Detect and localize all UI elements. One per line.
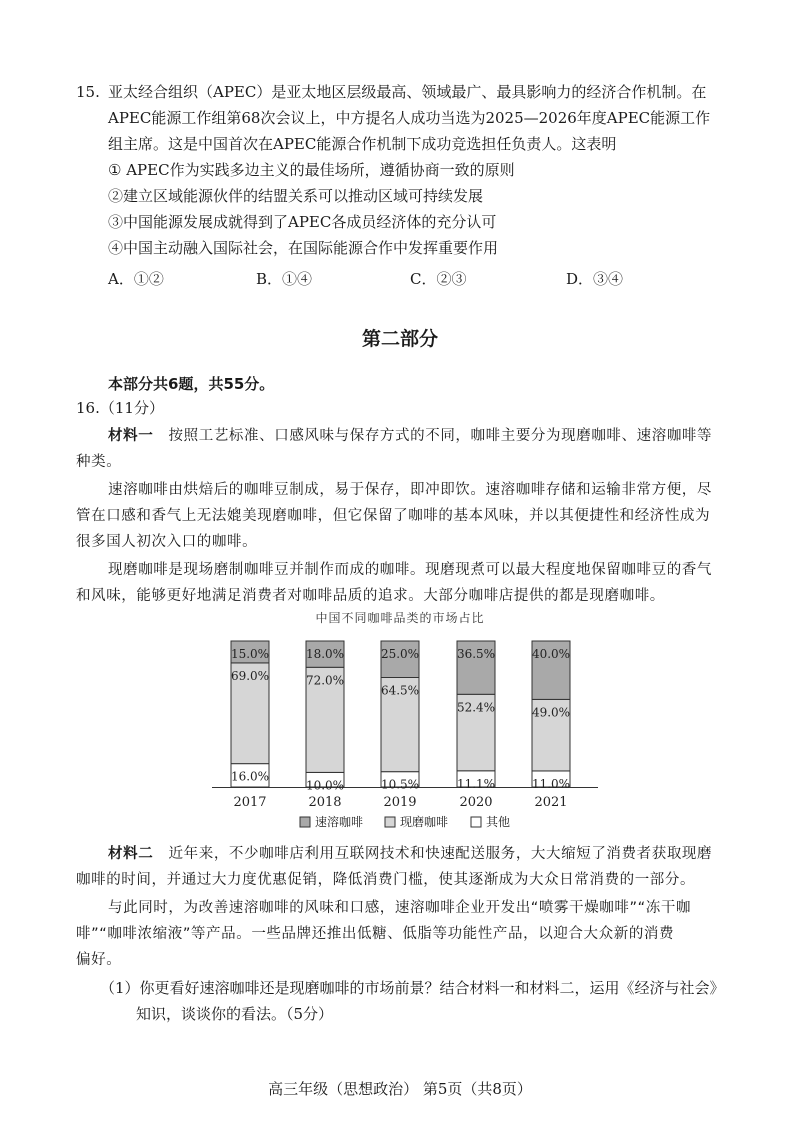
data-label-现磨咖啡-2019: 64.5% xyxy=(380,683,420,698)
x-tick-label-2019: 2019 xyxy=(383,795,417,810)
material2-label: 材料二 xyxy=(108,846,154,862)
q16-material2 xyxy=(108,844,712,864)
data-label-速溶咖啡-2017: 15.0% xyxy=(230,647,270,661)
legend-swatch-现磨咖啡 xyxy=(385,817,395,827)
sub-question-1-line1: （1）你更看好速溶咖啡还是现磨咖啡的市场前景？结合材料一和材料二，运用《经济与社会》 xyxy=(100,979,725,997)
m2-line1: 近年来，不少咖啡店利用互联网技术和快速配送服务，大大缩短了消费者获取现磨 xyxy=(168,846,713,862)
data-label-现磨咖啡-2017: 69.0% xyxy=(230,668,270,683)
m2p2-line3: 偏好。 xyxy=(76,952,122,968)
legend-swatch-其他 xyxy=(471,817,481,827)
data-label-其他-2021: 11.0% xyxy=(531,776,571,791)
data-label-现磨咖啡-2018: 72.0% xyxy=(305,673,345,688)
x-tick-label-2021: 2021 xyxy=(534,795,568,810)
x-tick-label-2020: 2020 xyxy=(459,795,493,810)
x-tick-label-2018: 2018 xyxy=(308,795,342,810)
part2-intro: 本部分共6题，共55分。 xyxy=(108,375,275,393)
data-label-其他-2019: 10.5% xyxy=(380,777,420,792)
data-label-其他-2020: 11.1% xyxy=(456,776,496,791)
q15-stem-line1: 亚太经合组织（APEC）是亚太地区层级最高、领域最广、最具影响力的经济合作机制。在 xyxy=(108,83,707,101)
part2-title: 第二部分 xyxy=(361,328,438,350)
p2-line1: 速溶咖啡由烘焙后的咖啡豆制成，易于保存，即冲即饮。速溶咖啡存储和运输非常方便，尽 xyxy=(108,482,712,498)
q15-stem-line3: 组主席。这是中国首次在APEC能源合作机制下成功竞选担任负责人。这表明 xyxy=(108,135,617,153)
legend-label-速溶咖啡: 速溶咖啡 xyxy=(315,815,364,829)
q15-stem-line2: APEC能源工作组第68次会议上，中方提名人成功当选为2025—2026年度APEC能源工作 xyxy=(108,109,711,127)
chart-title: 中国不同咖啡品类的市场占比 xyxy=(315,611,485,625)
data-label-其他-2018: 10.0% xyxy=(305,778,345,793)
p3-line2: 和风味，能够更好地满足消费者对咖啡品质的追求。大部分咖啡店提供的都是现磨咖啡。 xyxy=(76,588,665,604)
material1-line1: 按照工艺标准、口感风味与保存方式的不同，咖啡主要分为现磨咖啡、速溶咖啡等 xyxy=(168,428,713,444)
x-tick-label-2017: 2017 xyxy=(233,795,267,810)
data-label-速溶咖啡-2019: 25.0% xyxy=(380,647,420,661)
q16-header: 16.（11分） xyxy=(76,399,164,417)
q15-item-4: ④中国主动融入国际社会，在国际能源合作中发挥重要作用 xyxy=(108,239,499,257)
p3-line1: 现磨咖啡是现场磨制咖啡豆并制作而成的咖啡。现磨现煮可以最大程度地保留咖啡豆的香气 xyxy=(108,562,712,578)
q15-item-3: ③中国能源发展成就得到了APEC各成员经济体的充分认可 xyxy=(108,213,497,231)
legend-label-其他: 其他 xyxy=(486,815,511,829)
p2-line3: 很多国人初次入口的咖啡。 xyxy=(76,534,258,550)
page-footer: 高三年级（思想政治） 第5页（共8页） xyxy=(268,1080,532,1098)
data-label-速溶咖啡-2018: 18.0% xyxy=(305,647,345,661)
q15-item-1: ① APEC作为实践多边主义的最佳场所，遵循协商一致的原则 xyxy=(108,161,515,179)
data-label-速溶咖啡-2021: 40.0% xyxy=(531,647,571,661)
m2p2-line2: 啡”“咖啡浓缩液”等产品。一些品牌还推出低糖、低脂等功能性产品，以迎合大众新的消费 xyxy=(76,926,675,942)
material1-label: 材料一 xyxy=(108,428,154,444)
q15-option-d[interactable]: D．③④ xyxy=(566,270,624,288)
material1-line2: 种类。 xyxy=(76,454,122,470)
legend-label-现磨咖啡: 现磨咖啡 xyxy=(400,815,449,829)
m2p2-line1: 与此同时，为改善速溶咖啡的风味和口感，速溶咖啡企业开发出“喷雾干燥咖啡”“冻干咖 xyxy=(108,900,692,916)
m2-line2: 咖啡的时间，并通过大力度优惠促销，降低消费门槛，使其逐渐成为大众日常消费的一部分。 xyxy=(76,872,696,888)
q15-option-a[interactable]: A．①② xyxy=(108,270,164,288)
q15-number: 15. xyxy=(76,83,100,101)
data-label-其他-2017: 16.0% xyxy=(230,769,270,784)
data-label-速溶咖啡-2020: 36.5% xyxy=(456,647,496,661)
q15-option-c[interactable]: C．②③ xyxy=(410,270,467,288)
data-label-现磨咖啡-2020: 52.4% xyxy=(456,700,496,715)
legend-swatch-速溶咖啡 xyxy=(300,817,310,827)
sub-question-1-line2: 知识，谈谈你的看法。（5分） xyxy=(136,1005,334,1023)
data-label-现磨咖啡-2021: 49.0% xyxy=(531,705,571,720)
p2-line2: 管在口感和香气上无法媲美现磨咖啡，但它保留了咖啡的基本风味，并以其便捷性和经济性成为 xyxy=(76,508,711,524)
q15-item-2: ②建立区域能源伙伴的结盟关系可以推动区域可持续发展 xyxy=(108,187,484,205)
q15-option-b[interactable]: B．①④ xyxy=(256,270,313,288)
